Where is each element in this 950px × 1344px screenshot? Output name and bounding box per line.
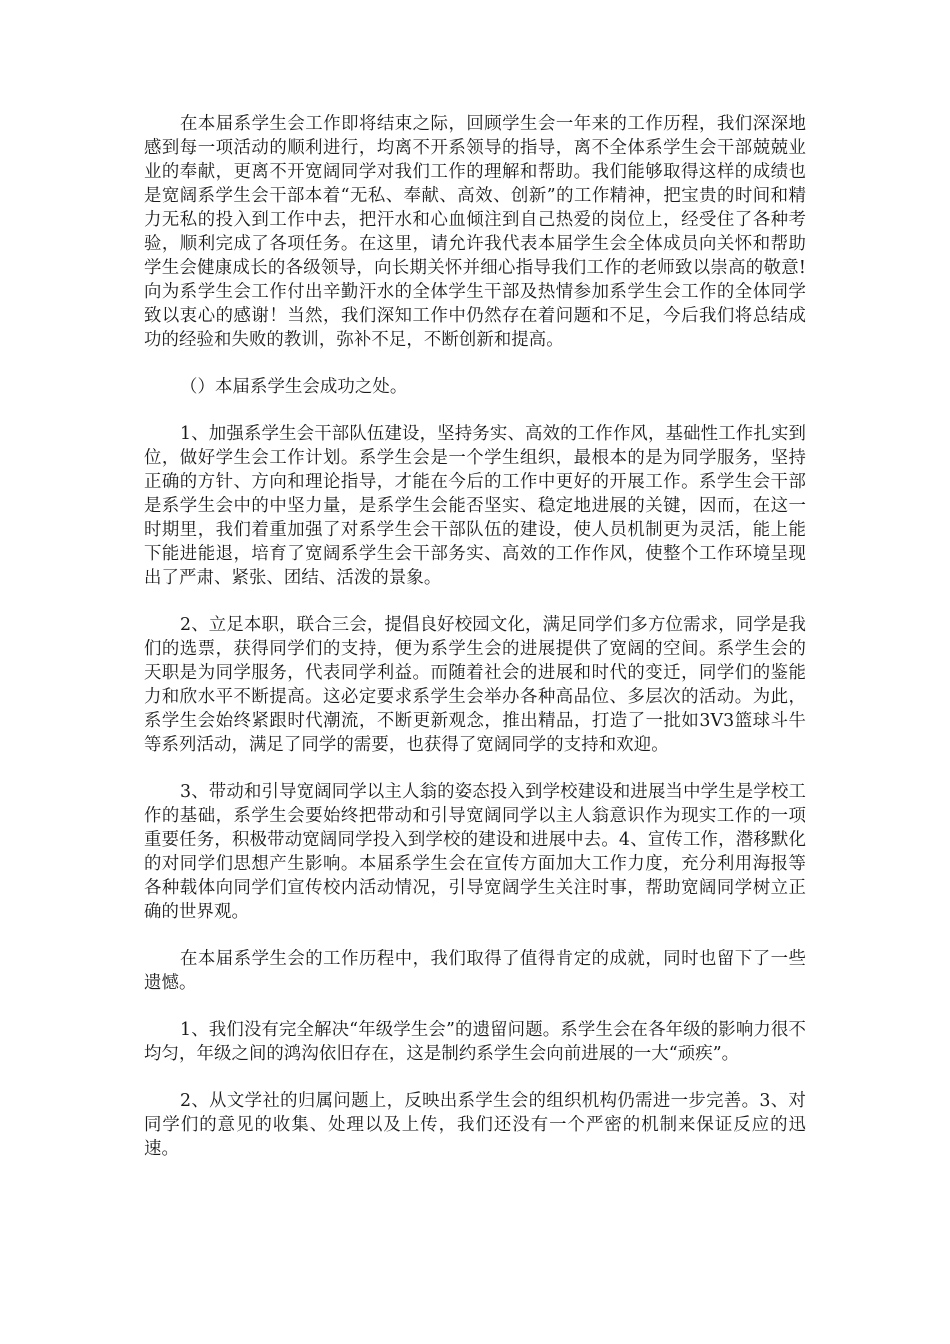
regret-item-1-paragraph: 1、我们没有完全解决“年级学生会”的遗留问题。系学生会在各年级的影响力很不均匀，年级之间的鸿沟依旧存在，这是制约系学生会向前进展的一大“顽疾”。	[144, 1020, 806, 1064]
regrets-intro-paragraph: 在本届系学生会的工作历程中，我们取得了值得肯定的成就，同时也留下了一些遗憾。	[144, 949, 806, 993]
success-item-1-paragraph: 1、加强系学生会干部队伍建设，坚持务实、高效的工作作风，基础性工作扎实到位，做好学生会工作计划。系学生会是一个学生组织，最根本的是为同学服务，坚持正确的方针、方向和理论指导，才能在今后的工作中更好的开展工作。系学生会干部是系学生会中的中坚力量，是系学生会能否坚实、稳定地进展的关键，因而，在这一时期里，我们着重加强了对系学生会干部队伍的建设，使人员机制更为灵活，能上能下能进能退，培育了宽阔系学生会干部务实、高效的工作作风，使整个工作环境呈现出了严肃、紧张、团结、活泼的景象。	[144, 424, 806, 588]
document-page	[144, 112, 806, 1184]
section-heading-successes: （）本届系学生会成功之处。	[180, 377, 408, 397]
regret-item-2-paragraph: 2、从文学社的归属问题上，反映出系学生会的组织机构仍需进一步完善。3、对同学们的意见的收集、处理以及上传，我们还没有一个严密的机制来保证反应的迅速。	[144, 1091, 806, 1159]
success-item-3-paragraph: 3、带动和引导宽阔同学以主人翁的姿态投入到学校建设和进展当中学生是学校工作的基础，系学生会要始终把带动和引导宽阔同学以主人翁意识作为现实工作的一项重要任务，积极带动宽阔同学投入到学校的建设和进展中去。4、宣传工作，潜移默化的对同学们思想产生影响。本届系学生会在宣传方面加大工作力度，充分利用海报等各种载体向同学们宣传校内活动情况，引导宽阔学生关注时事，帮助宽阔同学树立正确的世界观。	[144, 782, 806, 922]
intro-paragraph: 在本届系学生会工作即将结束之际，回顾学生会一年来的工作历程，我们深深地感到每一项活动的顺利进行，均离不开系领导的指导，离不全体系学生会干部兢兢业业的奉献，更离不开宽阔同学对我们工作的理解和帮助。我们能够取得这样的成绩也是宽阔系学生会干部本着“无私、奉献、高效、创新”的工作精神，把宝贵的时间和精力无私的投入到工作中去，把汗水和心血倾注到自己热爱的岗位上，经受住了各种考验，顺利完成了各项任务。在这里，请允许我代表本届学生会全体成员向关怀和帮助学生会健康成长的各级领导，向长期关怀并细心指导我们工作的老师致以崇高的敬意!向为系学生会工作付出辛勤汗水的全体学生干部及热情参加系学生会工作的全体同学致以衷心的感谢！当然，我们深知工作中仍然存在着问题和不足，今后我们将总结成功的经验和失败的教训，弥补不足，不断创新和提高。	[144, 114, 806, 350]
success-item-2-paragraph: 2、立足本职，联合三会，提倡良好校园文化，满足同学们多方位需求，同学是我们的选票，获得同学们的支持，便为系学生会的进展提供了宽阔的空间。系学生会的天职是为同学服务，代表同学利益。而随着社会的进展和时代的变迁，同学们的鉴能力和欣水平不断提高。这必定要求系学生会举办各种高品位、多层次的活动。为此，系学生会始终紧跟时代潮流，不断更新观念，推出精品，打造了一批如3V3篮球斗牛等系列活动，满足了同学的需要，也获得了宽阔同学的支持和欢迎。	[144, 615, 806, 755]
